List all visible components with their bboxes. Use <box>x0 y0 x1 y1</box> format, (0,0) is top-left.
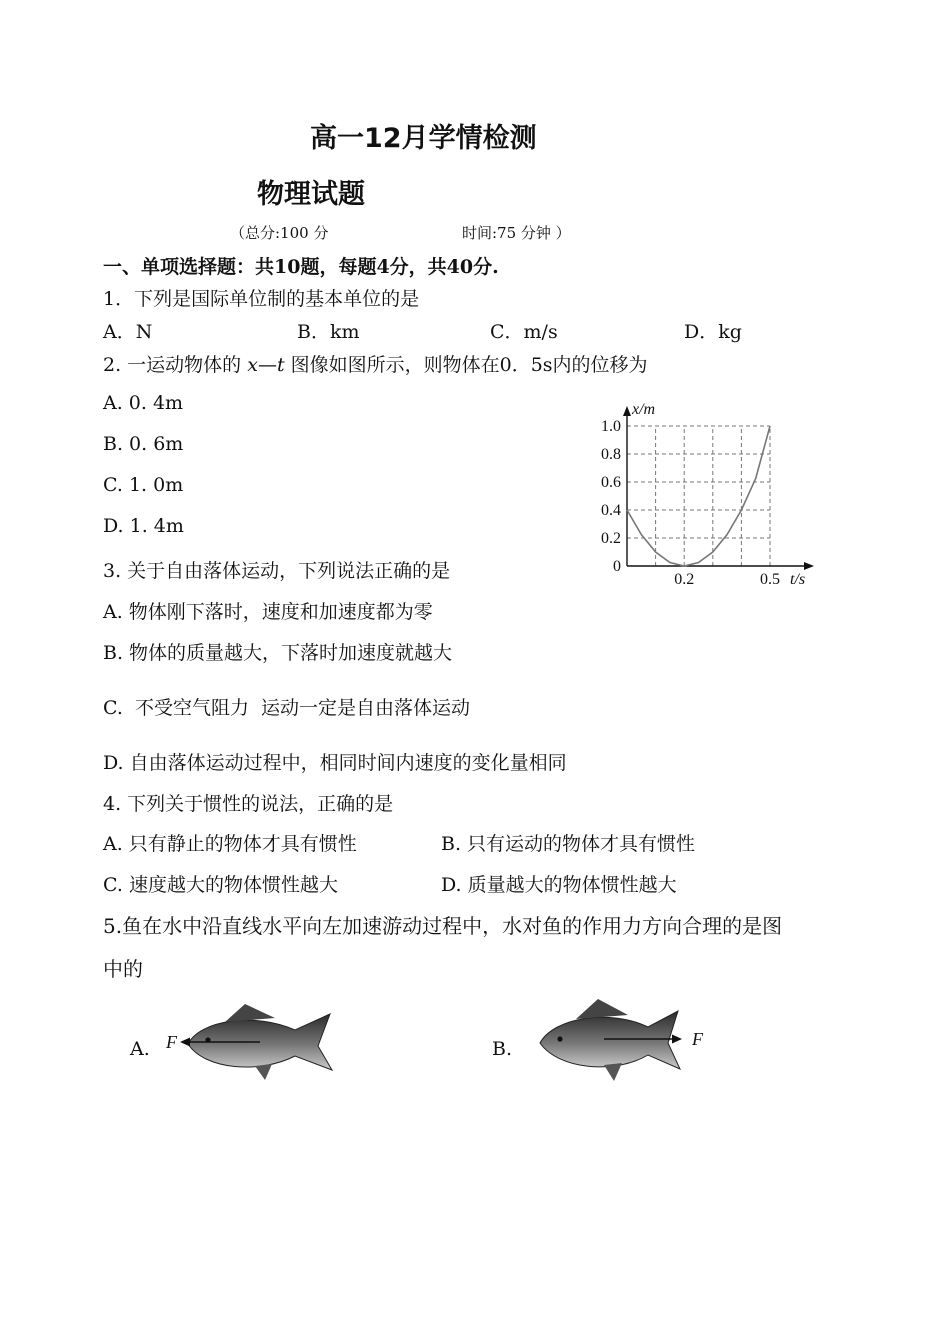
chart-series-line <box>627 426 770 566</box>
q2-option-a: A. 0. 4m <box>103 392 184 414</box>
q3-option-c: C. 不受空气阻力 运动一定是自由落体运动 <box>103 697 471 719</box>
force-label-a: F <box>166 1032 177 1052</box>
total-score: （总分:100 分 <box>230 224 329 242</box>
q1-option-c: C．m/s <box>490 321 558 343</box>
question-3-stem: 3. 关于自由落体运动，下列说法正确的是 <box>103 560 451 582</box>
q5-option-a: A. <box>130 1038 150 1060</box>
fish-icon <box>540 999 680 1081</box>
q4-option-d: D. 质量越大的物体惯性越大 <box>441 874 677 896</box>
question-5-stem-line1: 5.鱼在水中沿直线水平向左加速游动过程中，水对鱼的作用力方向合理的是图 <box>103 914 783 938</box>
force-label-b: F <box>692 1029 703 1049</box>
y-tick-label: 0 <box>613 558 621 575</box>
y-axis-label: x/m <box>632 401 656 418</box>
xt-graph <box>590 398 830 593</box>
y-tick-label: 0.4 <box>601 502 621 519</box>
q2-stem-pre: 2. 一运动物体的 <box>103 354 248 376</box>
y-tick-label: 0.6 <box>601 474 621 491</box>
question-4-stem: 4. 下列关于惯性的说法，正确的是 <box>103 793 394 815</box>
q2-var-x: x <box>247 354 258 376</box>
q1-option-a: A．N <box>103 321 153 343</box>
y-tick-label: 0.8 <box>601 446 621 463</box>
q1-option-d: D．kg <box>684 321 742 343</box>
q5-option-b: B. <box>492 1038 513 1060</box>
y-tick-label: 1.0 <box>601 418 621 435</box>
x-axis-arrow <box>804 562 814 570</box>
x-tick-label: 0.2 <box>674 571 695 588</box>
q2-var-t: t <box>276 354 285 376</box>
exam-time: 时间:75 分钟 ） <box>462 224 571 242</box>
x-tick-label: 0.5 <box>760 571 780 588</box>
q2-dash: — <box>257 354 277 376</box>
q2-option-d: D. 1. 4m <box>103 515 184 537</box>
q2-option-c: C. 1. 0m <box>103 474 184 496</box>
y-axis-arrow <box>623 406 631 416</box>
question-1-stem: 1．下列是国际单位制的基本单位的是 <box>103 288 420 310</box>
question-2-stem <box>103 350 648 377</box>
q4-option-c: C. 速度越大的物体惯性越大 <box>103 874 338 896</box>
page-title: 高一12月学情检测 <box>310 123 537 154</box>
question-5-stem-line2: 中的 <box>103 957 143 981</box>
q3-option-b: B. 物体的质量越大，下落时加速度就越大 <box>103 642 453 664</box>
q4-option-a: A. 只有静止的物体才具有惯性 <box>103 833 357 855</box>
q2-option-b: B. 0. 6m <box>103 433 184 455</box>
q3-option-a: A. 物体刚下落时，速度和加速度都为零 <box>103 601 433 623</box>
q2-stem-post: 图像如图所示，则物体在0．5s内的位移为 <box>284 354 648 376</box>
q1-option-b: B．km <box>297 321 360 343</box>
section-heading: 一、单项选择题：共10题，每题4分，共40分. <box>103 256 499 278</box>
q4-option-b: B. 只有运动的物体才具有惯性 <box>441 833 696 855</box>
fish-figure-b <box>536 995 716 1085</box>
fish-figure-a <box>160 1000 340 1085</box>
page-subtitle: 物理试题 <box>257 179 365 210</box>
x-axis-label: t/s <box>790 571 806 588</box>
q3-option-d: D. 自由落体运动过程中，相同时间内速度的变化量相同 <box>103 752 567 774</box>
y-tick-label: 0.2 <box>601 530 621 547</box>
